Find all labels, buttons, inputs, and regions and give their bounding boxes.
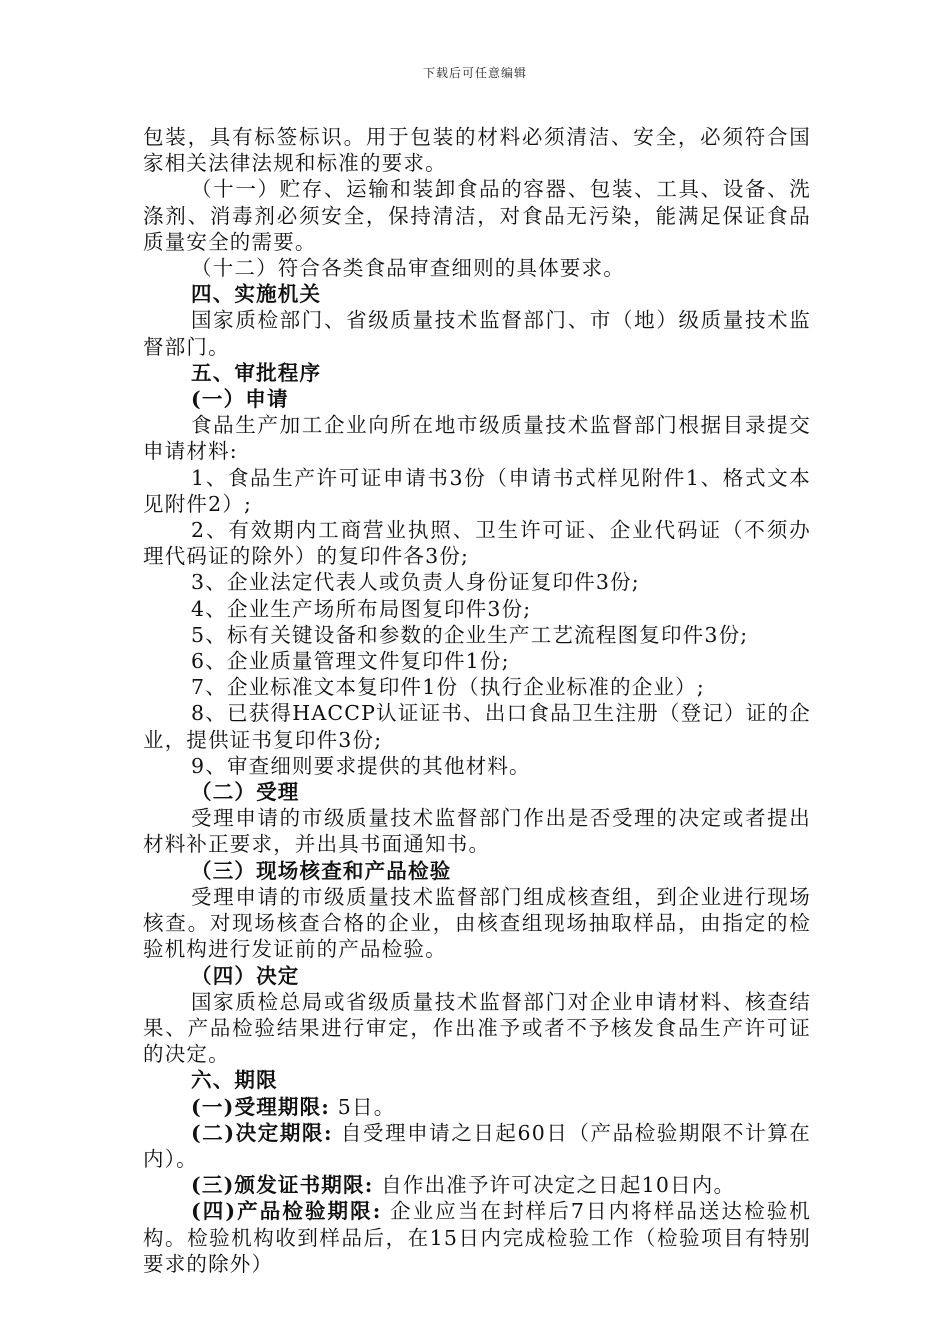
term-text: 自作出准予许可决定之日起10日内。 xyxy=(373,1173,736,1198)
section-heading-approval-procedure: 五、审批程序 xyxy=(191,360,322,385)
time-limit-product-inspection xyxy=(143,1198,811,1277)
term-label: (二)决定期限: xyxy=(191,1120,333,1145)
paragraph-decision: 国家质检总局或省级质量技术监督部门对企业申请材料、核查结果、产品检验结果进行审定，作出准予或者不予核发食品生产许可证的决定。 xyxy=(143,989,811,1067)
paragraph-packaging: 包装，具有标签标识。用于包装的材料必须清洁、安全，必须符合国家相关法律法规和标准的要求。 xyxy=(143,125,811,176)
time-limit-certificate xyxy=(143,1172,811,1198)
paragraph-acceptance: 受理申请的市级质量技术监督部门作出是否受理的决定或者提出材料补正要求，并出具书面通知书。 xyxy=(143,806,811,857)
list-item: 7、企业标准文本复印件1份（执行企业标准的企业）; xyxy=(191,675,705,700)
time-limit-acceptance xyxy=(143,1094,811,1120)
term-label: (四)产品检验期限: xyxy=(191,1199,382,1224)
list-item: 3、企业法定代表人或负责人身份证复印件3份; xyxy=(191,570,640,595)
term-label: (三)颁发证书期限: xyxy=(191,1173,374,1198)
paragraph-onsite-inspection: 受理申请的市级质量技术监督部门组成核查组，到企业进行现场核查。对现场核查合格的企业，由核查组现场抽取样品，由指定的检验机构进行发证前的产品检验。 xyxy=(143,884,811,962)
subheading-onsite-inspection: （三）现场核查和产品检验 xyxy=(191,858,452,883)
list-item: 2、有效期内工商营业执照、卫生许可证、企业代码证（不须办理代码证的除外）的复印件各3份; xyxy=(143,518,811,569)
term-text: 自受理申请之日起60日（产品检验期限不计算在内）。 xyxy=(143,1120,811,1171)
paragraph-agencies: 国家质检部门、省级质量技术监督部门、市（地）级质量技术监督部门。 xyxy=(143,308,811,359)
subheading-decision: （四）决定 xyxy=(191,963,300,988)
list-item: 6、企业质量管理文件复印件1份; xyxy=(191,649,510,674)
section-heading-implementing-agency: 四、实施机关 xyxy=(191,282,322,307)
list-item: 1、食品生产许可证申请书3份（申请书式样见附件1、格式文本见附件2）; xyxy=(143,465,811,516)
list-item: 8、已获得HACCP认证证书、出口食品卫生注册（登记）证的企业，提供证书复印件3份; xyxy=(143,701,811,752)
term-text: 5日。 xyxy=(330,1094,396,1119)
term-text: 企业应当在封样后7日内将样品送达检验机构。检验机构收到样品后，在15日内完成检验工作（检验项目有特别要求的除外） xyxy=(143,1199,812,1276)
list-item: 5、标有关键设备和参数的企业生产工艺流程图复印件3份; xyxy=(191,622,749,647)
subheading-acceptance: （二）受理 xyxy=(191,780,300,805)
page-header-note: 下载后可任意编辑 xyxy=(422,66,527,80)
list-item: 9、审查细则要求提供的其他材料。 xyxy=(191,753,531,778)
term-label: (一)受理期限: xyxy=(191,1094,331,1119)
document-body xyxy=(143,124,811,1277)
section-heading-time-limits: 六、期限 xyxy=(191,1068,278,1093)
paragraph-item-11: （十一）贮存、运输和装卸食品的容器、包装、工具、设备、洗涤剂、消毒剂必须安全，保持清洁，对食品无污染，能满足保证食品质量安全的需要。 xyxy=(143,177,811,254)
paragraph-item-12: （十二）符合各类食品审查细则的具体要求。 xyxy=(191,256,625,281)
list-item: 4、企业生产场所布局图复印件3份; xyxy=(191,596,532,621)
paragraph-application-intro: 食品生产加工企业向所在地市级质量技术监督部门根据目录提交申请材料: xyxy=(143,413,811,464)
time-limit-decision xyxy=(143,1120,811,1172)
subheading-application: (一）申请 xyxy=(191,387,289,412)
